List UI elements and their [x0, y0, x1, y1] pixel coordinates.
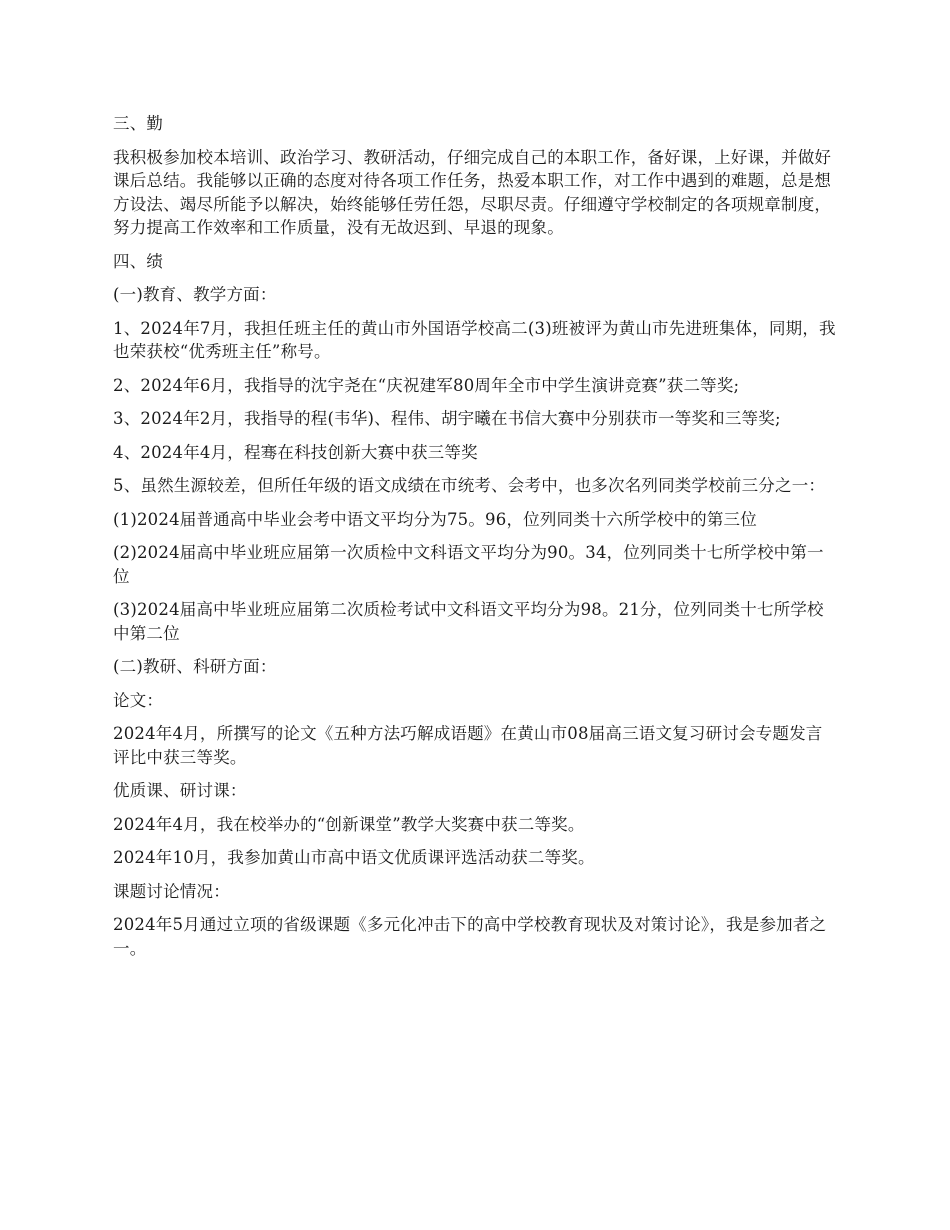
score-item-2: (2)2024届高中毕业班应届第一次质检中文科语文平均分为90。34，位列同类十七所学校中第一位: [113, 543, 824, 586]
paper-item: 2024年4月，所撰写的论文《五种方法巧解成语题》在黄山市08届高三语文复习研讨会专题发言评比中获三等奖。: [113, 724, 823, 767]
section-heading-qin: 三、勤: [113, 114, 164, 133]
list-item-2: 2、2024年6月，我指导的沈宇尧在“庆祝建军80周年全市中学生演讲竞赛”获二等奖;: [113, 375, 740, 395]
score-item-3: (3)2024届高中毕业班应届第二次质检考试中文科语文平均分为98。21分，位列同类十七所学校中第二位: [113, 600, 824, 643]
label-papers: 论文：: [113, 690, 164, 710]
subsection-heading-teaching: (一)教育、教学方面：: [113, 285, 277, 304]
list-item-3: 3、2024年2月，我指导的程(韦华)、程伟、胡宇曦在书信大赛中分别获市一等奖和三等奖;: [113, 409, 781, 428]
paragraph-qin-body: 我积极参加校本培训、政治学习、教研活动，仔细完成自己的本职工作，备好课，上好课，并做好课后总结。我能够以正确的态度对待各项工作任务，热爱本职工作，对工作中遇到的难题，总是想方设法、竭尽所能予以解决，始终能够任劳任怨，尽职尽责。仔细遵守学校制定的各项规章制度，努力提高工作效率和工作质量，没有无故迟到、早退的现象。: [113, 147, 832, 237]
lesson-item-1: 2024年4月，我在校举办的“创新课堂”教学大奖赛中获二等奖。: [113, 814, 585, 834]
label-lessons: 优质课、研讨课：: [113, 781, 247, 800]
subsection-heading-research: (二)教研、科研方面：: [113, 657, 277, 676]
list-item-1: 1、2024年7月，我担任班主任的黄山市外国语学校高二(3)班被评为黄山市先进班集体，同期，我也荣获校“优秀班主任”称号。: [113, 318, 836, 361]
project-item: 2024年5月通过立项的省级课题《多元化冲击下的高中学校教育现状及对策讨论》，我是参加者之一。: [113, 915, 827, 958]
score-item-1: (1)2024届普通高中毕业会考中语文平均分为75。96，位列同类十六所学校中的第三位: [113, 509, 757, 529]
list-item-4: 4、2024年4月，程骞在科技创新大赛中获三等奖: [113, 442, 478, 462]
lesson-item-2: 2024年10月，我参加黄山市高中语文优质课评选活动获二等奖。: [113, 848, 595, 867]
label-projects: 课题讨论情况：: [113, 881, 230, 901]
list-item-5: 5、虽然生源较差，但所任年级的语文成绩在市统考、会考中，也多次名列同类学校前三分之一：: [113, 476, 826, 495]
section-heading-ji: 四、绩: [113, 251, 164, 271]
